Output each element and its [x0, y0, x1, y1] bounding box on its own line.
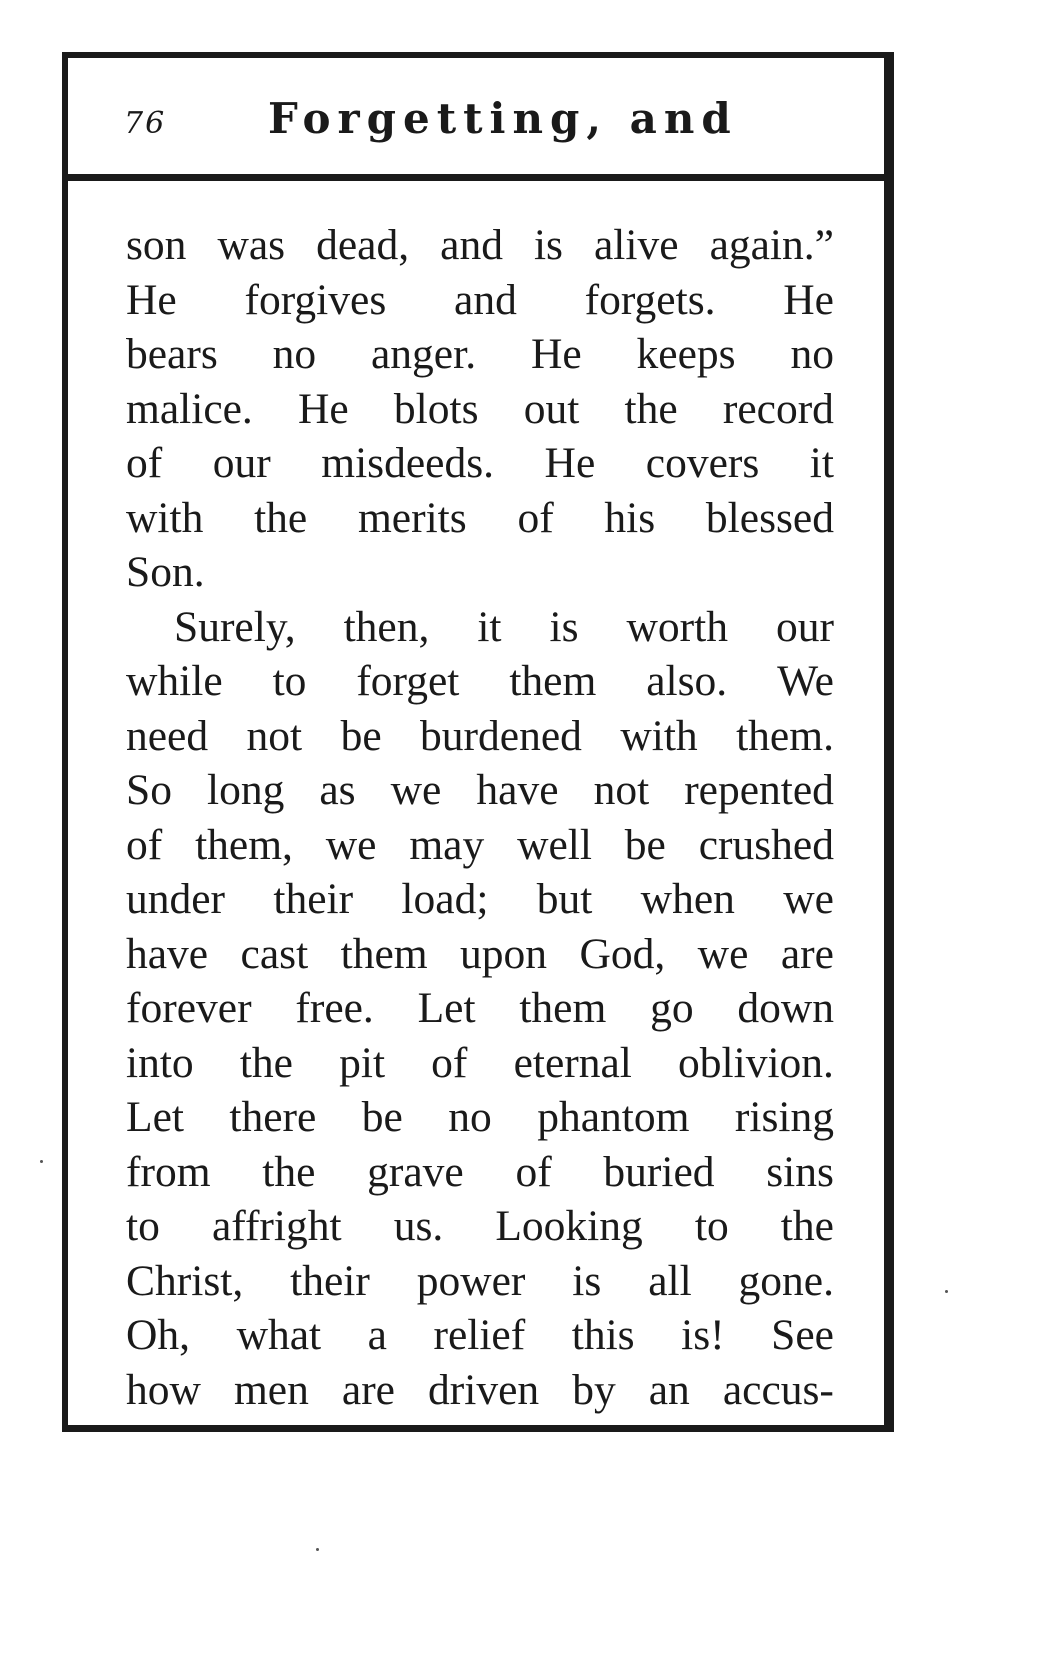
- word: load;: [401, 875, 489, 923]
- word: long: [206, 766, 285, 814]
- word: relief: [433, 1311, 526, 1359]
- word: it: [477, 602, 502, 651]
- word: this: [571, 1311, 635, 1359]
- word: crushed: [698, 820, 834, 869]
- text-line: [126, 709, 834, 764]
- word: of: [126, 820, 163, 869]
- word: have: [126, 929, 209, 978]
- word: record: [722, 384, 834, 433]
- paper-speck: [40, 1160, 43, 1163]
- word: men: [233, 1365, 309, 1414]
- word: gone.: [738, 1256, 834, 1305]
- word: blots: [393, 384, 479, 433]
- word: their: [290, 1256, 370, 1305]
- word: us.: [393, 1202, 444, 1250]
- word: we: [390, 766, 442, 814]
- word: are: [780, 929, 834, 978]
- word: we: [325, 820, 377, 869]
- word: affright: [211, 1202, 342, 1250]
- word: have: [476, 766, 559, 814]
- word: See: [771, 1311, 834, 1359]
- word: our: [212, 439, 271, 487]
- text-line: [126, 654, 834, 709]
- word: Looking: [495, 1202, 643, 1250]
- word: So: [126, 766, 172, 814]
- word: Surely,: [174, 602, 296, 651]
- word: Son.: [126, 548, 205, 596]
- word: dead,: [316, 221, 410, 269]
- word: forgets.: [584, 275, 716, 324]
- word: it: [809, 439, 834, 487]
- word: power: [416, 1256, 526, 1305]
- text-line: [126, 1090, 834, 1145]
- word: misdeeds.: [321, 439, 495, 487]
- word: our: [775, 602, 834, 651]
- running-title: Forgetting, and: [268, 94, 738, 143]
- word: the: [239, 1038, 293, 1087]
- word: bears: [126, 330, 218, 378]
- word: to: [272, 657, 307, 705]
- word: with: [620, 711, 698, 760]
- word: there: [229, 1093, 317, 1141]
- word: phantom: [537, 1093, 690, 1141]
- text-line: [126, 436, 834, 491]
- word: no: [790, 330, 834, 378]
- word: anger.: [371, 330, 477, 378]
- word: covers: [645, 439, 760, 487]
- word: their: [273, 875, 354, 923]
- word: as: [319, 766, 356, 814]
- text-line: [126, 1254, 834, 1309]
- text-line: [126, 927, 834, 982]
- text-line: [126, 491, 834, 546]
- word: them: [340, 929, 428, 978]
- text-line: [126, 218, 834, 273]
- word: alive: [594, 221, 679, 269]
- word: is: [533, 221, 563, 269]
- word: while: [126, 657, 223, 705]
- word: was: [217, 221, 286, 269]
- word: grave: [367, 1147, 464, 1196]
- word: of: [517, 493, 554, 542]
- text-line: [126, 1363, 834, 1418]
- text-line: [126, 1308, 834, 1363]
- word: pit: [339, 1038, 386, 1087]
- body-text: [126, 218, 834, 1417]
- word: them: [509, 657, 597, 705]
- word: what: [236, 1311, 322, 1359]
- word: and: [440, 221, 503, 269]
- word: how: [126, 1365, 201, 1414]
- word: Christ,: [126, 1256, 244, 1305]
- word: no: [448, 1093, 492, 1141]
- word: a: [367, 1311, 387, 1359]
- word: upon: [460, 929, 548, 978]
- word: is: [549, 602, 579, 651]
- word: by: [572, 1365, 616, 1414]
- word: we: [697, 929, 749, 978]
- word: driven: [428, 1365, 540, 1414]
- word: his: [604, 493, 656, 542]
- word: forgives: [244, 275, 387, 324]
- word: God,: [579, 929, 666, 978]
- word: is: [572, 1256, 602, 1305]
- text-line: [126, 273, 834, 328]
- word: not: [593, 766, 650, 814]
- text-line: [126, 545, 834, 600]
- page-number: 76: [124, 106, 167, 141]
- word: an: [648, 1365, 690, 1414]
- word: He: [783, 275, 834, 324]
- word: buried: [603, 1147, 715, 1196]
- word: of: [431, 1038, 468, 1087]
- word: them.: [736, 711, 834, 760]
- word: is!: [681, 1311, 725, 1359]
- word: go: [650, 984, 694, 1032]
- text-line: [126, 1199, 834, 1254]
- word: Oh,: [126, 1311, 191, 1359]
- word: forget: [356, 657, 460, 705]
- word: Let: [417, 984, 476, 1032]
- word: out: [523, 384, 580, 433]
- word: merits: [357, 493, 467, 542]
- word: from: [126, 1147, 211, 1196]
- text-line: [126, 382, 834, 437]
- paper-speck: [316, 1548, 319, 1551]
- text-line: [126, 1036, 834, 1091]
- word: keeps: [636, 330, 736, 378]
- word: worth: [626, 602, 728, 651]
- word: the: [262, 1147, 316, 1196]
- word: blessed: [705, 493, 834, 542]
- word: burdened: [420, 711, 582, 760]
- word: them,: [195, 820, 293, 869]
- word: when: [640, 875, 735, 923]
- word: the: [624, 384, 678, 433]
- word: He: [544, 439, 596, 487]
- word: the: [254, 493, 308, 542]
- word: and: [454, 275, 517, 324]
- word: need: [126, 711, 209, 760]
- word: son: [126, 221, 187, 269]
- word: are: [341, 1365, 395, 1414]
- word: with: [126, 493, 204, 542]
- word: no: [272, 330, 317, 378]
- text-line: [126, 818, 834, 873]
- word: may: [409, 820, 485, 869]
- word: but: [536, 875, 593, 923]
- text-line: [126, 1145, 834, 1200]
- word: not: [246, 711, 303, 760]
- word: then,: [343, 602, 430, 651]
- word: the: [780, 1202, 834, 1250]
- text-line: [126, 981, 834, 1036]
- word: rising: [734, 1093, 834, 1141]
- word: malice.: [126, 384, 253, 433]
- word: under: [126, 875, 226, 923]
- word: all: [648, 1256, 692, 1305]
- word: oblivion.: [678, 1038, 834, 1087]
- word: down: [737, 984, 834, 1032]
- text-line: [126, 763, 834, 818]
- text-line: [126, 872, 834, 927]
- word: to: [126, 1202, 160, 1250]
- word: into: [126, 1038, 194, 1087]
- page-border: [62, 52, 894, 1432]
- word: of: [126, 439, 163, 487]
- word: forever: [126, 984, 252, 1032]
- word: we: [783, 875, 834, 923]
- word: of: [515, 1147, 552, 1196]
- text-line: [126, 327, 834, 382]
- text-line: [126, 600, 834, 655]
- word: well: [517, 820, 592, 869]
- word: to: [694, 1202, 729, 1250]
- word: free.: [295, 984, 374, 1032]
- word: He: [298, 384, 349, 433]
- word: them: [519, 984, 607, 1032]
- word: He: [126, 275, 177, 324]
- word: also.: [646, 657, 728, 705]
- word: be: [340, 711, 382, 760]
- word: Let: [126, 1093, 184, 1141]
- word: be: [624, 820, 666, 869]
- word: accus-: [722, 1365, 834, 1414]
- word: be: [361, 1093, 403, 1141]
- word: repented: [684, 766, 834, 814]
- word: eternal: [513, 1038, 632, 1087]
- paper-speck: [945, 1290, 948, 1293]
- word: cast: [240, 929, 309, 978]
- running-header: [68, 58, 884, 181]
- word: again.”: [709, 221, 834, 269]
- word: We: [777, 657, 834, 705]
- word: He: [530, 330, 582, 378]
- word: sins: [766, 1147, 834, 1196]
